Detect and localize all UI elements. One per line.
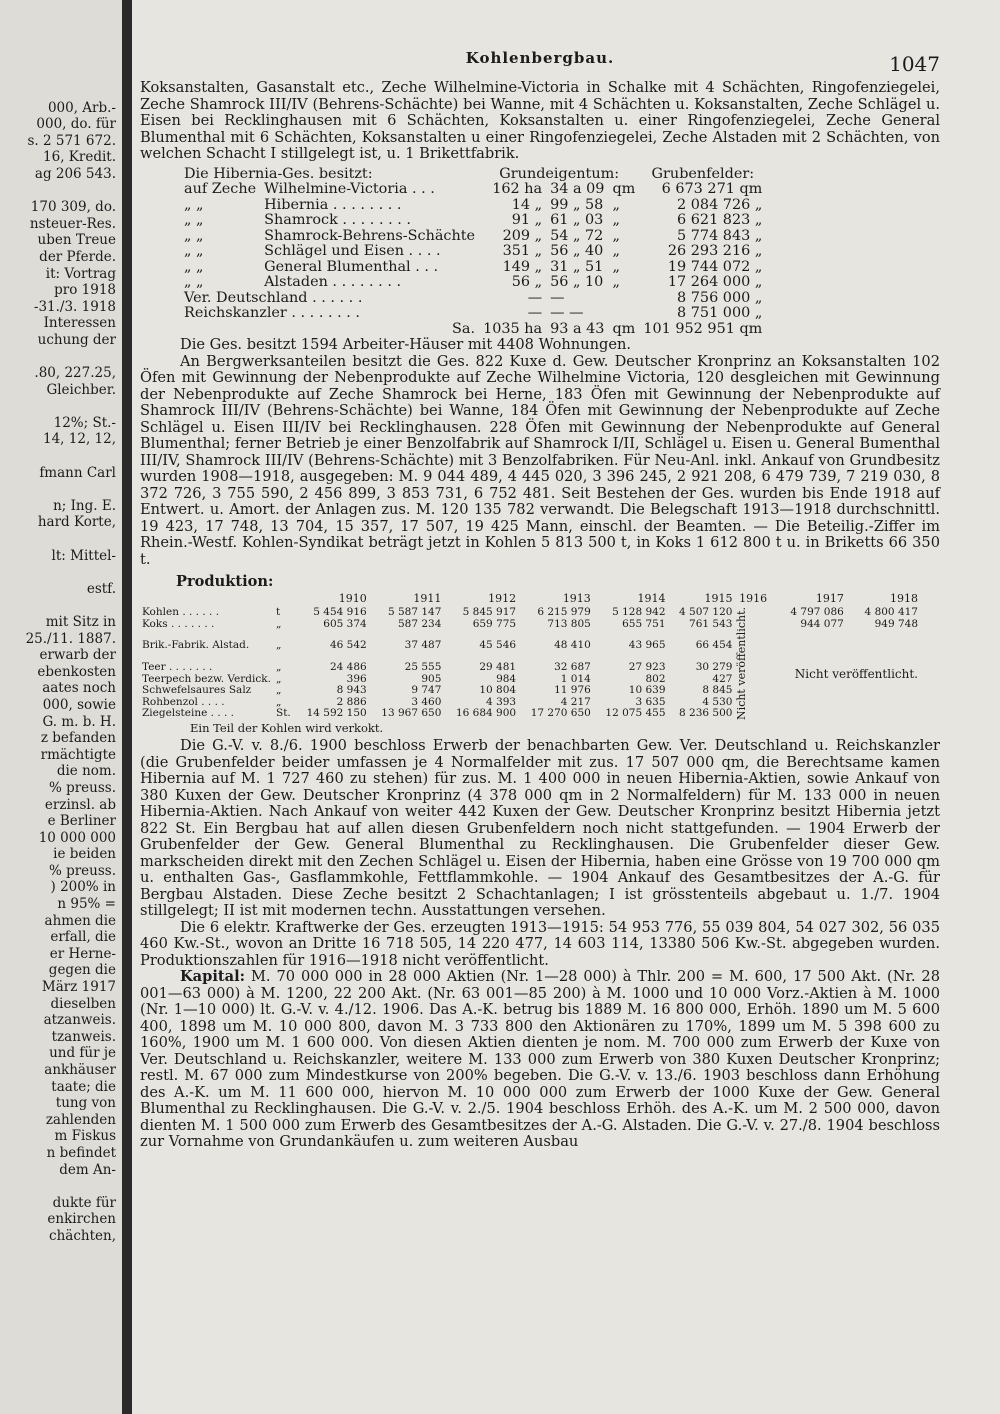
prev-column-line: uchung der	[37, 331, 116, 348]
production-row	[140, 607, 920, 619]
production-value: 14 592 150	[306, 707, 367, 720]
production-value: 5 845 917	[462, 606, 517, 618]
prev-column-line	[0, 481, 122, 498]
prev-column-line: erfall, die	[50, 929, 116, 946]
property-row-ha: 14 „	[511, 196, 543, 213]
prev-column-line: dem An-	[59, 1161, 116, 1178]
running-title: Kohlenbergbau.	[465, 49, 615, 67]
production-value: 6 215 979	[537, 606, 591, 618]
prev-column-line: n befindet	[46, 1144, 116, 1161]
prev-column-line: n; Ing. E.	[53, 497, 116, 514]
prev-column-line	[0, 66, 122, 83]
property-head-mid: Grundeigentum:	[499, 165, 620, 182]
property-row-ha: —	[527, 289, 543, 306]
prev-column-line	[0, 50, 122, 67]
prev-column-line: lt: Mittel-	[51, 547, 116, 564]
prev-column-line: G. m. b. H.	[42, 713, 116, 730]
prev-column-line: 000, Arb.-	[47, 99, 116, 116]
production-value: 27 923	[628, 661, 666, 674]
prev-column-line	[0, 531, 122, 548]
production-value: 30 279	[695, 661, 733, 674]
prev-column-line: hard Korte,	[37, 514, 116, 531]
prev-column-line: Interessen	[43, 315, 116, 332]
production-1916-note: Nicht veröffentlicht.	[735, 607, 749, 720]
prev-column-line: 25./11. 1887.	[25, 630, 116, 647]
prev-column-line: ahmen die	[44, 912, 116, 929]
prev-column-line: 14, 12, 12,	[43, 431, 116, 448]
production-value: 5 128 942	[612, 606, 666, 618]
property-row-fields: 19 744 072 „	[667, 258, 763, 275]
prev-column-line: 000, sowie	[42, 696, 116, 713]
property-row-ha: 162 ha	[492, 181, 543, 197]
paragraph-power-plants: Die 6 elektr. Kraftwerke der Ges. erzeugten 1913—1915: 54 953 776, 55 039 804, 54 027 302, 56 035 460 Kw.-St., wovon an Dritte 16 718 505, 14 220 477, 14 603 114, 13380 506 Kw.-St. abgegeben wurden. Produktionszahlen für 1916—1918 nicht veröffentlicht.	[140, 918, 940, 969]
prev-column-line: aates noch	[42, 680, 116, 697]
prev-column-line	[0, 0, 122, 17]
property-row-name: Shamrock . . . . . . . .	[264, 212, 411, 228]
production-value: 1 014	[560, 672, 591, 685]
production-unit: t	[276, 606, 281, 618]
prev-column-line	[0, 33, 122, 50]
property-row-name: General Blumenthal . . .	[264, 258, 439, 275]
sum-a: 93 a 43	[550, 320, 605, 337]
production-value: 10 804	[479, 684, 517, 697]
production-value: 396	[346, 672, 367, 685]
property-row-ha: 351 „	[502, 243, 543, 259]
running-header	[140, 46, 940, 80]
main-column	[140, 46, 940, 1151]
production-value-1917: 4 797 086	[790, 606, 844, 618]
property-row	[180, 198, 766, 214]
prev-column-line: -31./3. 1918	[33, 298, 116, 315]
production-value: 761 543	[689, 617, 733, 630]
production-year: 1911	[413, 591, 442, 605]
production-value: 984	[496, 672, 517, 685]
property-row-name: Hibernia . . . . . . . .	[264, 196, 402, 213]
prev-column-line: tung von	[55, 1095, 116, 1112]
production-year: 1917	[815, 591, 844, 605]
production-unit: „	[276, 695, 282, 708]
prev-column-line: der Pferde.	[39, 248, 116, 265]
production-value: 45 546	[479, 639, 517, 652]
production-value: 32 687	[554, 661, 591, 674]
property-row-fields: 8 756 000 „	[677, 289, 763, 306]
prev-column-line: 16, Kredit.	[43, 149, 116, 166]
sum-unit: qm	[612, 320, 636, 337]
prev-column-line: % preuss.	[48, 779, 116, 796]
production-unit: „	[276, 639, 282, 652]
property-header-row	[180, 167, 766, 183]
production-value: 43 965	[628, 639, 666, 652]
production-value: 10 639	[628, 684, 666, 697]
prev-column-line: atzanweis.	[43, 1012, 116, 1029]
production-value: 3 635	[635, 695, 666, 708]
paragraph-acquisitions: Die G.-V. v. 8./6. 1900 beschloss Erwerb der benachbarten Gew. Ver. Deutschland u. Reichskanzler (die Grubenfelder beider umfassen je 4 Normalfelder mit zus. 17 507 000 qm, die Berechtsame kamen Hibernia auf M. 1 727 460 zu stehen) für zus. M. 1 400 000 in neuen Hibernia-Aktien, sowie Ankauf von 380 Kuxen der Gew. Deutscher Kronprinz (4 378 000 qm in 2 Normalfeldern) für M. 133 000 in neuen Hibernia-Aktien. Nach Ankauf von weiter 442 Kuxen der Gew. Deutscher Kronprinz besitzt Hibernia jetzt 822 St. Ein Bergbau hat auf allen diesen Grubenfeldern noch nicht stattgefunden. — 1904 Erwerb der Grubenfelder der Gew. General Blumenthal zu Recklinghausen. Die Grubenfelder dieser Gew. markscheiden direkt mit den Zechen Schlägel u. Eisen der Hibernia, haben eine Grösse von 19 700 000 qm u. enthalten Gas-, Gasflammkohle, Fettflammkohle. — 1904 Ankauf des Gesamtbesitzes der A.-G. für Bergbau Alstaden. Diese Zeche besitzt 2 Schachtanlagen; I ist grösstenteils abgebaut u. 1./7. 1904 stillgelegt; II ist mit modernen techn. Ausstattungen versehen.	[140, 737, 940, 920]
prev-column-line: % preuss.	[48, 862, 116, 879]
production-label: Teer . . . . . . .	[142, 661, 213, 674]
property-row-a: 56 „ 10	[550, 274, 604, 290]
production-value: 3 460	[411, 695, 442, 708]
property-table	[180, 167, 766, 338]
property-row-prefix: „ „	[184, 196, 204, 213]
prev-column-line: erwarb der	[39, 647, 116, 664]
production-value: 37 487	[404, 639, 442, 652]
prev-column-line: er Herne-	[49, 945, 116, 962]
property-row-name: Shamrock-Behrens-Schächte	[264, 227, 476, 244]
production-table	[140, 591, 920, 720]
prev-column-line: m Fiskus	[54, 1128, 116, 1145]
prev-column-line: .80, 227.25,	[34, 365, 116, 382]
production-value-1918: 949 748	[874, 617, 918, 630]
sum-fields: 101 952 951 qm	[643, 320, 763, 337]
production-1916-cell	[734, 607, 771, 720]
prev-column-line: 12%; St.-	[53, 414, 116, 431]
production-value: 905	[421, 672, 442, 685]
property-row-a: — —	[550, 305, 584, 321]
production-value: 655 751	[622, 617, 666, 630]
prev-column-line: taate; die	[51, 1078, 116, 1095]
production-footnote: Ein Teil der Kohlen wird verkokt.	[190, 720, 384, 735]
production-value-1917: 944 077	[800, 617, 844, 630]
prev-column-line: 10 000 000	[38, 829, 116, 846]
production-value: 4 393	[486, 695, 517, 708]
capital-label: Kapital:	[180, 968, 246, 986]
property-row-a: 34 a 09	[550, 181, 605, 197]
production-value: 587 234	[397, 617, 442, 630]
prev-column-line: it: Vortrag	[45, 265, 116, 282]
prev-column-line: tzanweis.	[51, 1028, 116, 1045]
property-row-unit: „	[612, 243, 620, 259]
property-row-fields: 17 264 000 „	[667, 274, 763, 290]
production-value: 13 967 650	[381, 707, 442, 720]
production-year: 1914	[637, 591, 666, 605]
property-row-fields: 6 673 271 qm	[661, 181, 763, 197]
production-value: 4 217	[560, 695, 591, 708]
production-value: 48 410	[554, 639, 591, 652]
production-year: 1910	[338, 591, 367, 605]
property-row-unit: „	[612, 212, 620, 228]
property-row	[180, 213, 766, 229]
property-row-prefix: „ „	[184, 227, 204, 244]
property-row-unit: qm	[612, 181, 636, 197]
prev-column-line	[0, 597, 122, 614]
prev-column-line: enkirchen	[47, 1211, 116, 1228]
production-value: 8 943	[336, 684, 367, 697]
prev-column-line: 000, do. für	[36, 116, 116, 133]
property-row-ha: 56 „	[511, 274, 543, 290]
prev-column-line: e Berliner	[47, 813, 116, 830]
prev-column-line: chächten,	[49, 1227, 116, 1244]
prev-column-line: gegen die	[48, 962, 116, 979]
property-row	[180, 291, 766, 307]
intro-paragraph: Koksanstalten, Gasanstalt etc., Zeche Wilhelmine-Victoria in Schalke mit 4 Schächten, Ringofenziegelei, Zeche Shamrock III/IV (Behrens-Schächte) bei Wanne, mit 4 Schächten u. Koksanstalten, Zeche Schlägel u. Eisen bei Recklinghausen mit 6 Schächten, Koksanstalten u. einer Ringofenziegelei, Zeche General Blumenthal mit 6 Schächten, Koksanstalten u einer Ringofenziegelei, Zeche Alstaden mit 2 Schächten, von welchen Schacht I stillgelegt ist, u. 1 Brikettfabrik.	[140, 79, 940, 162]
property-row-ha: 91 „	[511, 212, 543, 228]
production-value-1918: 4 800 417	[864, 606, 918, 618]
production-value: 713 805	[547, 617, 591, 630]
production-value: 5 587 147	[387, 606, 442, 618]
production-year: 1913	[562, 591, 591, 605]
property-row	[180, 306, 766, 322]
prev-column-line: 170 309, do.	[30, 199, 116, 216]
prev-column-line: dieselben	[50, 995, 116, 1012]
production-value: 4 507 120	[679, 606, 733, 618]
sum-label: Sa.	[452, 320, 476, 337]
property-row	[180, 182, 766, 198]
prev-column-line: März 1917	[41, 979, 116, 996]
production-year-row	[140, 591, 920, 608]
production-year: 1912	[488, 591, 517, 605]
production-value: 427	[712, 672, 733, 685]
property-row-a: 56 „ 40	[550, 243, 604, 259]
prev-column-line: die nom.	[56, 763, 116, 780]
capital-text: M. 70 000 000 in 28 000 Aktien (Nr. 1—28 000) à Thlr. 200 = M. 600, 17 500 Akt. (Nr. 28 001—63 000) à M. 1200, 22 200 Akt. (Nr. 63 001—85 200) à M. 1000 und 10 000 Vorz.-Aktien à M. 1000 (Nr. 1—10 000) lt. G.-V. v. 4./12. 1906. Das A.-K. betrug bis 1889 M. 16 800 000, Erhöh. 1890 um M. 5 600 400, 1898 um M. 10 000 800, davon M. 3 733 800 den Aktionären zu 170%, 1899 um M. 5 398 600 zu 160%, 1900 um M. 1 600 000. Von diesen Aktien dienten je nom. M. 700 000 zum Erwerb der Kuxe von Ver. Deutschland u. Reichskanzler, weitere M. 133 000 zum Erwerb von 380 Kuxen Deutscher Kronprinz; restl. M. 67 000 zum Mindestkurse von 200% begeben. Die G.-V. v. 13./6. 1903 beschloss dann Erhöhung des A.-K. um M. 11 600 000, hiervon M. 10 000 000 zum Erwerb der 1000 Kuxe der Gew. General Blumenthal zu Recklinghausen. Die G.-V. v. 2./5. 1904 beschloss Erhöh. des A.-K. um M. 2 500 000, davon dienten M. 1 500 000 zum Erwerb des Gesamtbesitzes der A.-G. Alstaden. Die G.-V. v. 27./8. 1904 beschloss zur Vornahme von Grundankäufen u. zum weiteren Ausbau	[140, 968, 941, 1151]
property-row-a: 99 „ 58	[550, 196, 604, 213]
production-value: 66 454	[695, 639, 733, 652]
property-row-unit: „	[612, 196, 620, 213]
property-row-prefix: „ „	[184, 212, 204, 228]
property-row-name: Alstaden . . . . . . . .	[264, 274, 402, 290]
prev-column-line: n 95% =	[57, 896, 116, 913]
production-label: Koks . . . . . . .	[142, 617, 215, 630]
prev-column-line: nsteuer-Res.	[29, 215, 116, 232]
production-value: 11 976	[554, 684, 591, 697]
production-value: 659 775	[472, 617, 517, 630]
property-row-unit: „	[612, 274, 620, 290]
property-row-fields: 5 774 843 „	[677, 227, 763, 244]
property-row	[180, 229, 766, 245]
production-label: Kohlen . . . . . .	[142, 606, 220, 618]
prev-column-line: fmann Carl	[39, 464, 116, 481]
prev-column-line: z befanden	[40, 730, 116, 747]
production-value: 17 270 650	[530, 707, 591, 720]
production-value: 8 236 500	[679, 707, 733, 720]
prev-column-line	[0, 17, 122, 34]
prev-column-line	[0, 448, 122, 465]
prev-column-line: ag 206 543.	[34, 165, 116, 182]
prev-column-line: ie beiden	[53, 846, 116, 863]
production-year: 1918	[890, 591, 918, 605]
production-unit: „	[276, 661, 282, 674]
property-row-ha: 209 „	[502, 227, 543, 244]
prev-column-line: mit Sitz in	[45, 613, 116, 630]
prev-column-line: ankhäuser	[44, 1062, 116, 1078]
production-label: Ziegelsteine . . . .	[142, 707, 235, 720]
production-unit: „	[276, 672, 282, 685]
production-value: 605 374	[323, 617, 367, 630]
paragraph-shares: An Bergwerksanteilen besitzt die Ges. 822 Kuxe d. Gew. Deutscher Kronprinz an Koksanstalten 102 Öfen mit Gewinnung der Nebenprodukte auf Zeche Wilhelmine Victoria, 120 desgleichen mit Gewinnung der Nebenprodukte auf Zeche Shamrock bei Herne, 183 Öfen mit Gewinnung der Nebenprodukte auf Shamrock III/IV (Behrens-Schächte) bei Wanne, 184 Öfen mit Gewinnung der Nebenprodukte auf Zeche Schlägel u. Eisen III/IV bei Recklinghausen. 228 Öfen mit Gewinnung der Nebenprodukte auf General Blumenthal; ferner Betrieb je einer Benzolfabrik auf Shamrock I/II, Schlägel u. Eisen u. General Bumenthal III/IV, Shamrock III/IV (Behrens-Schächte) mit 3 Benzolfabriken. Für Neu-Anl. inkl. Ankauf von Grundbesitz wurden 1908—1918, ausgegeben: M. 9 044 489, 4 445 020, 3 396 245, 2 921 208, 6 479 739, 7 219 030, 8 372 726, 3 755 590, 2 456 899, 3 853 731, 6 752 481. Seit Bestehen der Ges. wurden bis Ende 1918 auf Entwert. u. Amort. der Anlagen zus. M. 120 135 782 verwandt. Die Belegschaft 1913—1918 durchschnittl. 19 423, 17 748, 13 704, 15 357, 17 507, 19 425 Mann, einschl. der Beamten. — Die Beteilig.-Ziffer im Rhein.-Westf. Kohlen-Syndikat beträgt jetzt in Kohlen 5 813 500 t, in Koks 1 612 800 t u. in Briketts 66 350 t.	[140, 352, 940, 568]
property-row-a: 61 „ 03	[550, 212, 604, 228]
prev-column-line: estf.	[86, 580, 116, 597]
property-row-prefix: auf Zeche	[184, 181, 257, 197]
property-row-unit	[608, 306, 639, 322]
production-value: 802	[645, 672, 666, 685]
property-row-fields: 2 084 726 „	[677, 196, 763, 213]
prev-column-line: ebenkosten	[37, 663, 116, 680]
prev-column-line: ) 200% in	[50, 879, 116, 896]
prev-column-line: s. 2 571 672.	[27, 132, 116, 149]
production-label: Brik.-Fabrik. Alstad.	[142, 639, 250, 652]
production-1917-1918-note: Nicht veröffentlicht.	[794, 667, 918, 682]
property-row	[180, 260, 766, 276]
property-head-left: Die Hibernia-Ges. besitzt:	[184, 165, 373, 182]
production-value: 24 486	[329, 661, 367, 674]
production-unit: „	[276, 617, 282, 630]
sum-ha: 1035 ha	[483, 320, 543, 337]
property-row-prefix: „ „	[184, 258, 204, 275]
prev-column-line	[0, 83, 122, 100]
production-value: 25 555	[404, 661, 442, 674]
prev-column-line: zahlenden	[45, 1111, 116, 1128]
property-row-fields: 26 293 216 „	[667, 243, 763, 259]
property-head-right: Grubenfelder:	[651, 165, 755, 182]
prev-column-line: erzinsl. ab	[44, 796, 116, 813]
production-label: Rohbenzol . . . .	[142, 695, 225, 708]
prev-column-line	[0, 564, 122, 581]
production-year: 1915	[704, 591, 733, 605]
production-value: 16 684 900	[455, 707, 517, 720]
production-unit: „	[276, 684, 282, 697]
production-unit: St.	[276, 707, 291, 720]
property-row	[180, 244, 766, 260]
page-number: 1047	[889, 52, 940, 76]
property-row-unit: „	[612, 227, 620, 244]
property-row-a: 54 „ 72	[550, 227, 604, 244]
production-row	[140, 619, 920, 631]
production-value: 2 886	[336, 695, 367, 708]
prev-column-line: rmächtigte	[40, 746, 116, 763]
production-label: Teerpech bezw. Verdick.	[142, 672, 271, 685]
production-row	[140, 630, 920, 662]
paragraph-houses: Die Ges. besitzt 1594 Arbeiter-Häuser mit 4408 Wohnungen.	[180, 336, 632, 353]
prev-column-line	[0, 1178, 122, 1195]
property-row-prefix: Reichskanzler . . . . . . . .	[184, 305, 361, 321]
property-row-fields: 8 751 000 „	[677, 305, 763, 321]
production-year: 1916	[739, 591, 768, 605]
property-row-fields: 6 621 823 „	[677, 212, 763, 228]
prev-column-line: Gleichber.	[46, 381, 116, 398]
property-row-prefix: „ „	[184, 243, 204, 259]
production-value: 12 075 455	[605, 707, 666, 720]
property-row-unit: „	[612, 258, 620, 275]
property-row-ha: —	[527, 305, 543, 321]
prev-column-line	[0, 348, 122, 365]
property-row-name: Schlägel und Eisen . . . .	[264, 243, 441, 259]
prev-column-line: dukte für	[52, 1194, 116, 1211]
production-value: 4 530	[702, 695, 733, 708]
production-title: Produktion:	[176, 573, 274, 590]
property-sum-row	[180, 322, 766, 338]
paragraph-capital	[140, 969, 940, 1151]
prev-column-line: und für je	[49, 1045, 116, 1062]
production-value: 5 454 916	[313, 606, 367, 618]
production-value: 46 542	[329, 639, 367, 652]
production-value: 8 845	[702, 684, 733, 697]
production-value: 9 747	[411, 684, 442, 697]
property-row-name: Wilhelmine-Victoria . . .	[264, 181, 435, 197]
previous-page-column	[0, 0, 122, 1414]
property-row-prefix: „ „	[184, 274, 204, 290]
property-row	[180, 275, 766, 291]
property-row-prefix: Ver. Deutschland . . . . . .	[184, 289, 363, 306]
book-gutter	[122, 0, 132, 1414]
production-label: Schwefelsaures Salz	[142, 684, 252, 697]
prev-column-line: uben Treue	[37, 232, 116, 249]
production-value: 29 481	[479, 661, 517, 674]
property-row-a: 31 „ 51	[550, 258, 604, 275]
prev-column-line: pro 1918	[54, 282, 116, 299]
property-row-unit	[608, 291, 639, 307]
prev-column-line	[0, 398, 122, 415]
property-row-ha: 149 „	[502, 258, 543, 275]
prev-column-line	[0, 183, 122, 200]
property-row-a: —	[550, 289, 565, 306]
